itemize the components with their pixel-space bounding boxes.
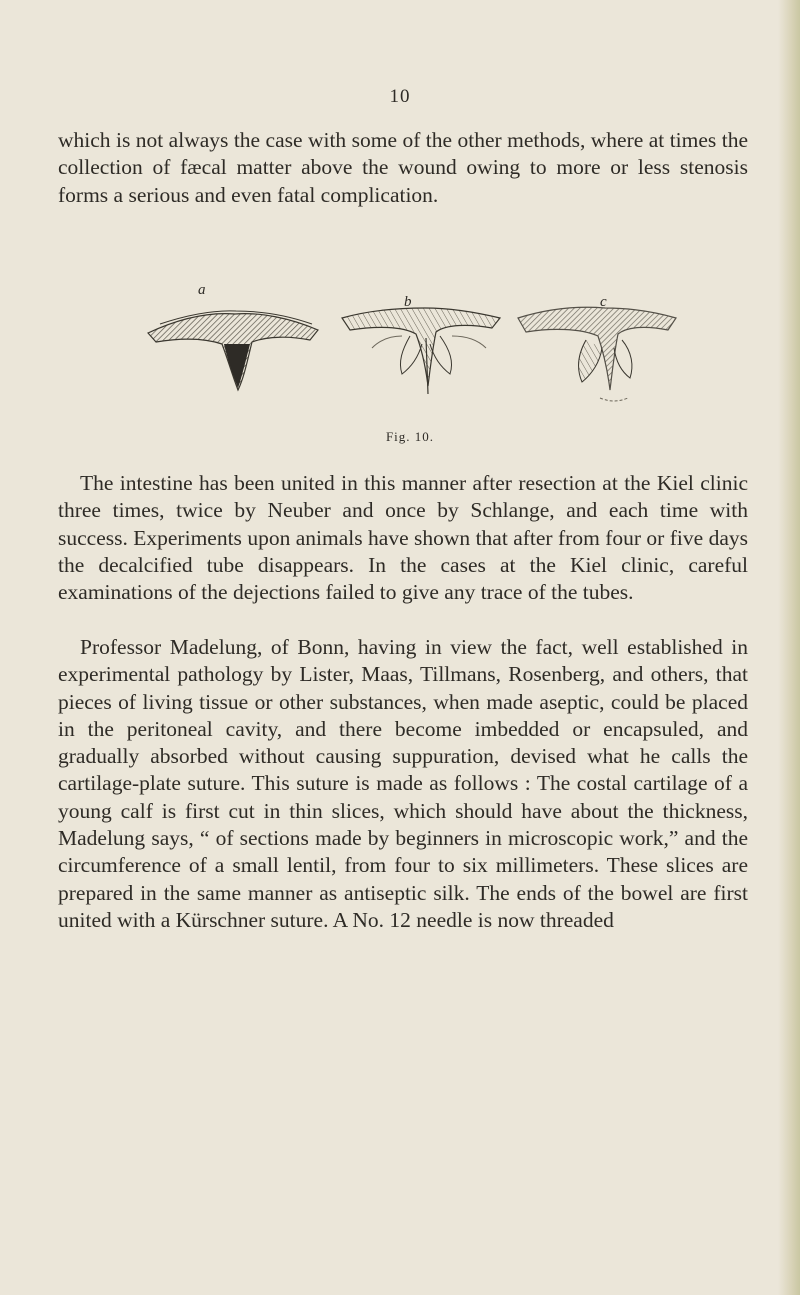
page-number: 10 bbox=[389, 86, 411, 107]
figure-label-b: b bbox=[404, 294, 412, 310]
figure-label-c: c bbox=[600, 294, 607, 310]
figure-a-drawing bbox=[148, 311, 318, 390]
figure-10 bbox=[140, 278, 680, 444]
figure-label-a: a bbox=[198, 282, 206, 298]
page-edge bbox=[778, 0, 800, 1295]
continuation-paragraph: which is not always the case with some of the other methods, where at times the collection of fæcal matter above the wound owing to more or less stenosis forms a serious and even fatal complication. bbox=[58, 128, 748, 207]
body-paragraph-1: The intestine has been united in this manner after resection at the Kiel clinic three times, twice by Neuber and once by Schlange, and each time with success. Experiments upon animals have shown that after from four or five days the decalcified tube disappears. In the cases at the Kiel clinic, careful examinations of the dejections failed to give any trace of the tubes. bbox=[58, 471, 748, 605]
figure-b-drawing bbox=[342, 308, 500, 394]
figure-c-drawing bbox=[518, 307, 676, 401]
body-paragraph-2: Professor Madelung, of Bonn, having in view the fact, well established in experimental pathology by Lister, Maas, Tillmans, Rosenberg, and others, that pieces of living tissue or other substances, when made aseptic, could be placed in the peritoneal cavity, and there become imbedded or encapsuled, and gradually absorbed without causing suppuration, devised what he calls the cartilage-plate suture. This suture is made as follows : The costal cartilage of a young calf is first cut in thin slices, which should have about the thickness, Madelung says, “ of sections made by beginners in microscopic work,” and the circumference of a small lentil, from four to six millimeters. These slices are prepared in the same manner as antiseptic silk. The ends of the bowel are first united with a Kürschner suture. A No. 12 needle is now threaded bbox=[58, 635, 748, 932]
figure-caption: Fig. 10. bbox=[385, 429, 435, 444]
